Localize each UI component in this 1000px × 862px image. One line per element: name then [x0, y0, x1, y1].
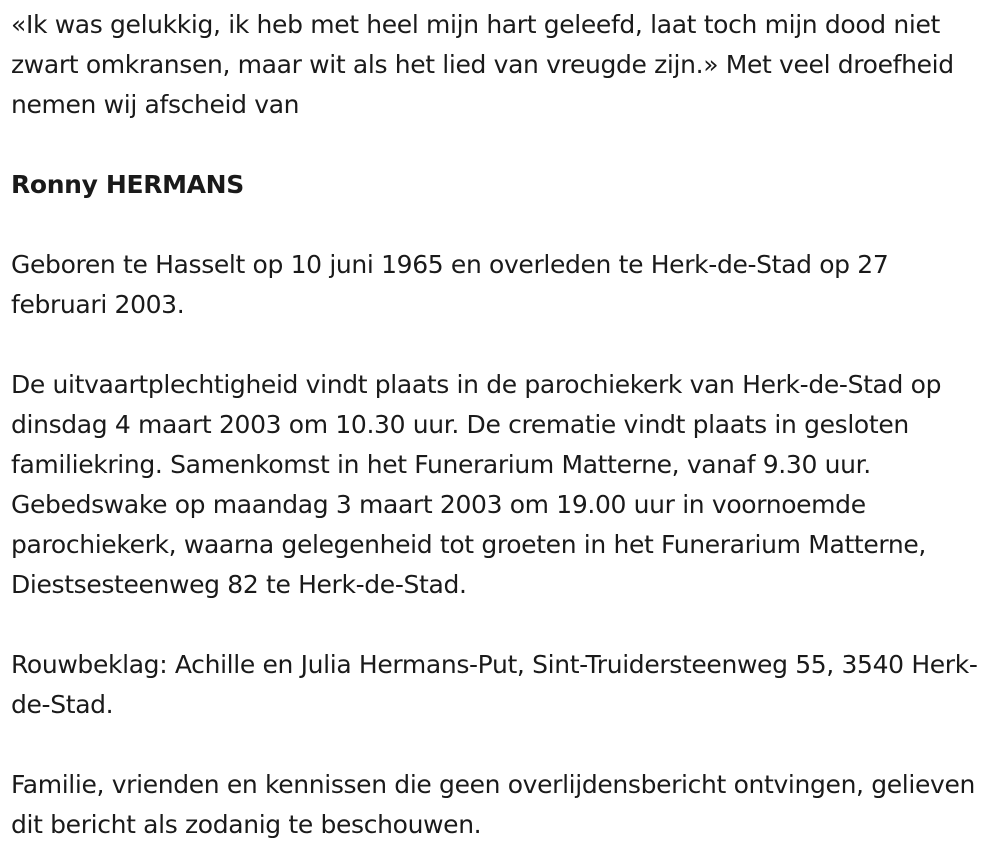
intro-quote-paragraph: «Ik was gelukkig, ik heb met heel mijn hart geleefd, laat toch mijn dood niet zwart omkransen, maar wit als het lied van vreugde zijn.» Met veel droefheid nemen wij afscheid van	[11, 10, 954, 119]
birth-death-paragraph: Geboren te Hasselt op 10 juni 1965 en overleden te Herk-de-Stad op 27 februari 2003.	[11, 250, 889, 319]
deceased-name: Ronny HERMANS	[11, 170, 244, 199]
mourning-address-paragraph: Rouwbeklag: Achille en Julia Hermans-Put, Sint-Truidersteenweg 55, 3540 Herk-de-Stad.	[11, 650, 978, 719]
closing-notice-paragraph: Familie, vrienden en kennissen die geen overlijdensbericht ontvingen, gelieven dit bericht als zodanig te beschouwen.	[11, 770, 975, 839]
funeral-details-paragraph: De uitvaartplechtigheid vindt plaats in de parochiekerk van Herk-de-Stad op dinsdag 4 maart 2003 om 10.30 uur. De crematie vindt plaats in gesloten familiekring. Samenkomst in het Funerarium Matterne, vanaf 9.30 uur. Gebedswake op maandag 3 maart 2003 om 19.00 uur in voornoemde parochiekerk, waarna gelegenheid tot groeten in het Funerarium Matterne, Diestsesteenweg 82 te Herk-de-Stad.	[11, 370, 942, 599]
